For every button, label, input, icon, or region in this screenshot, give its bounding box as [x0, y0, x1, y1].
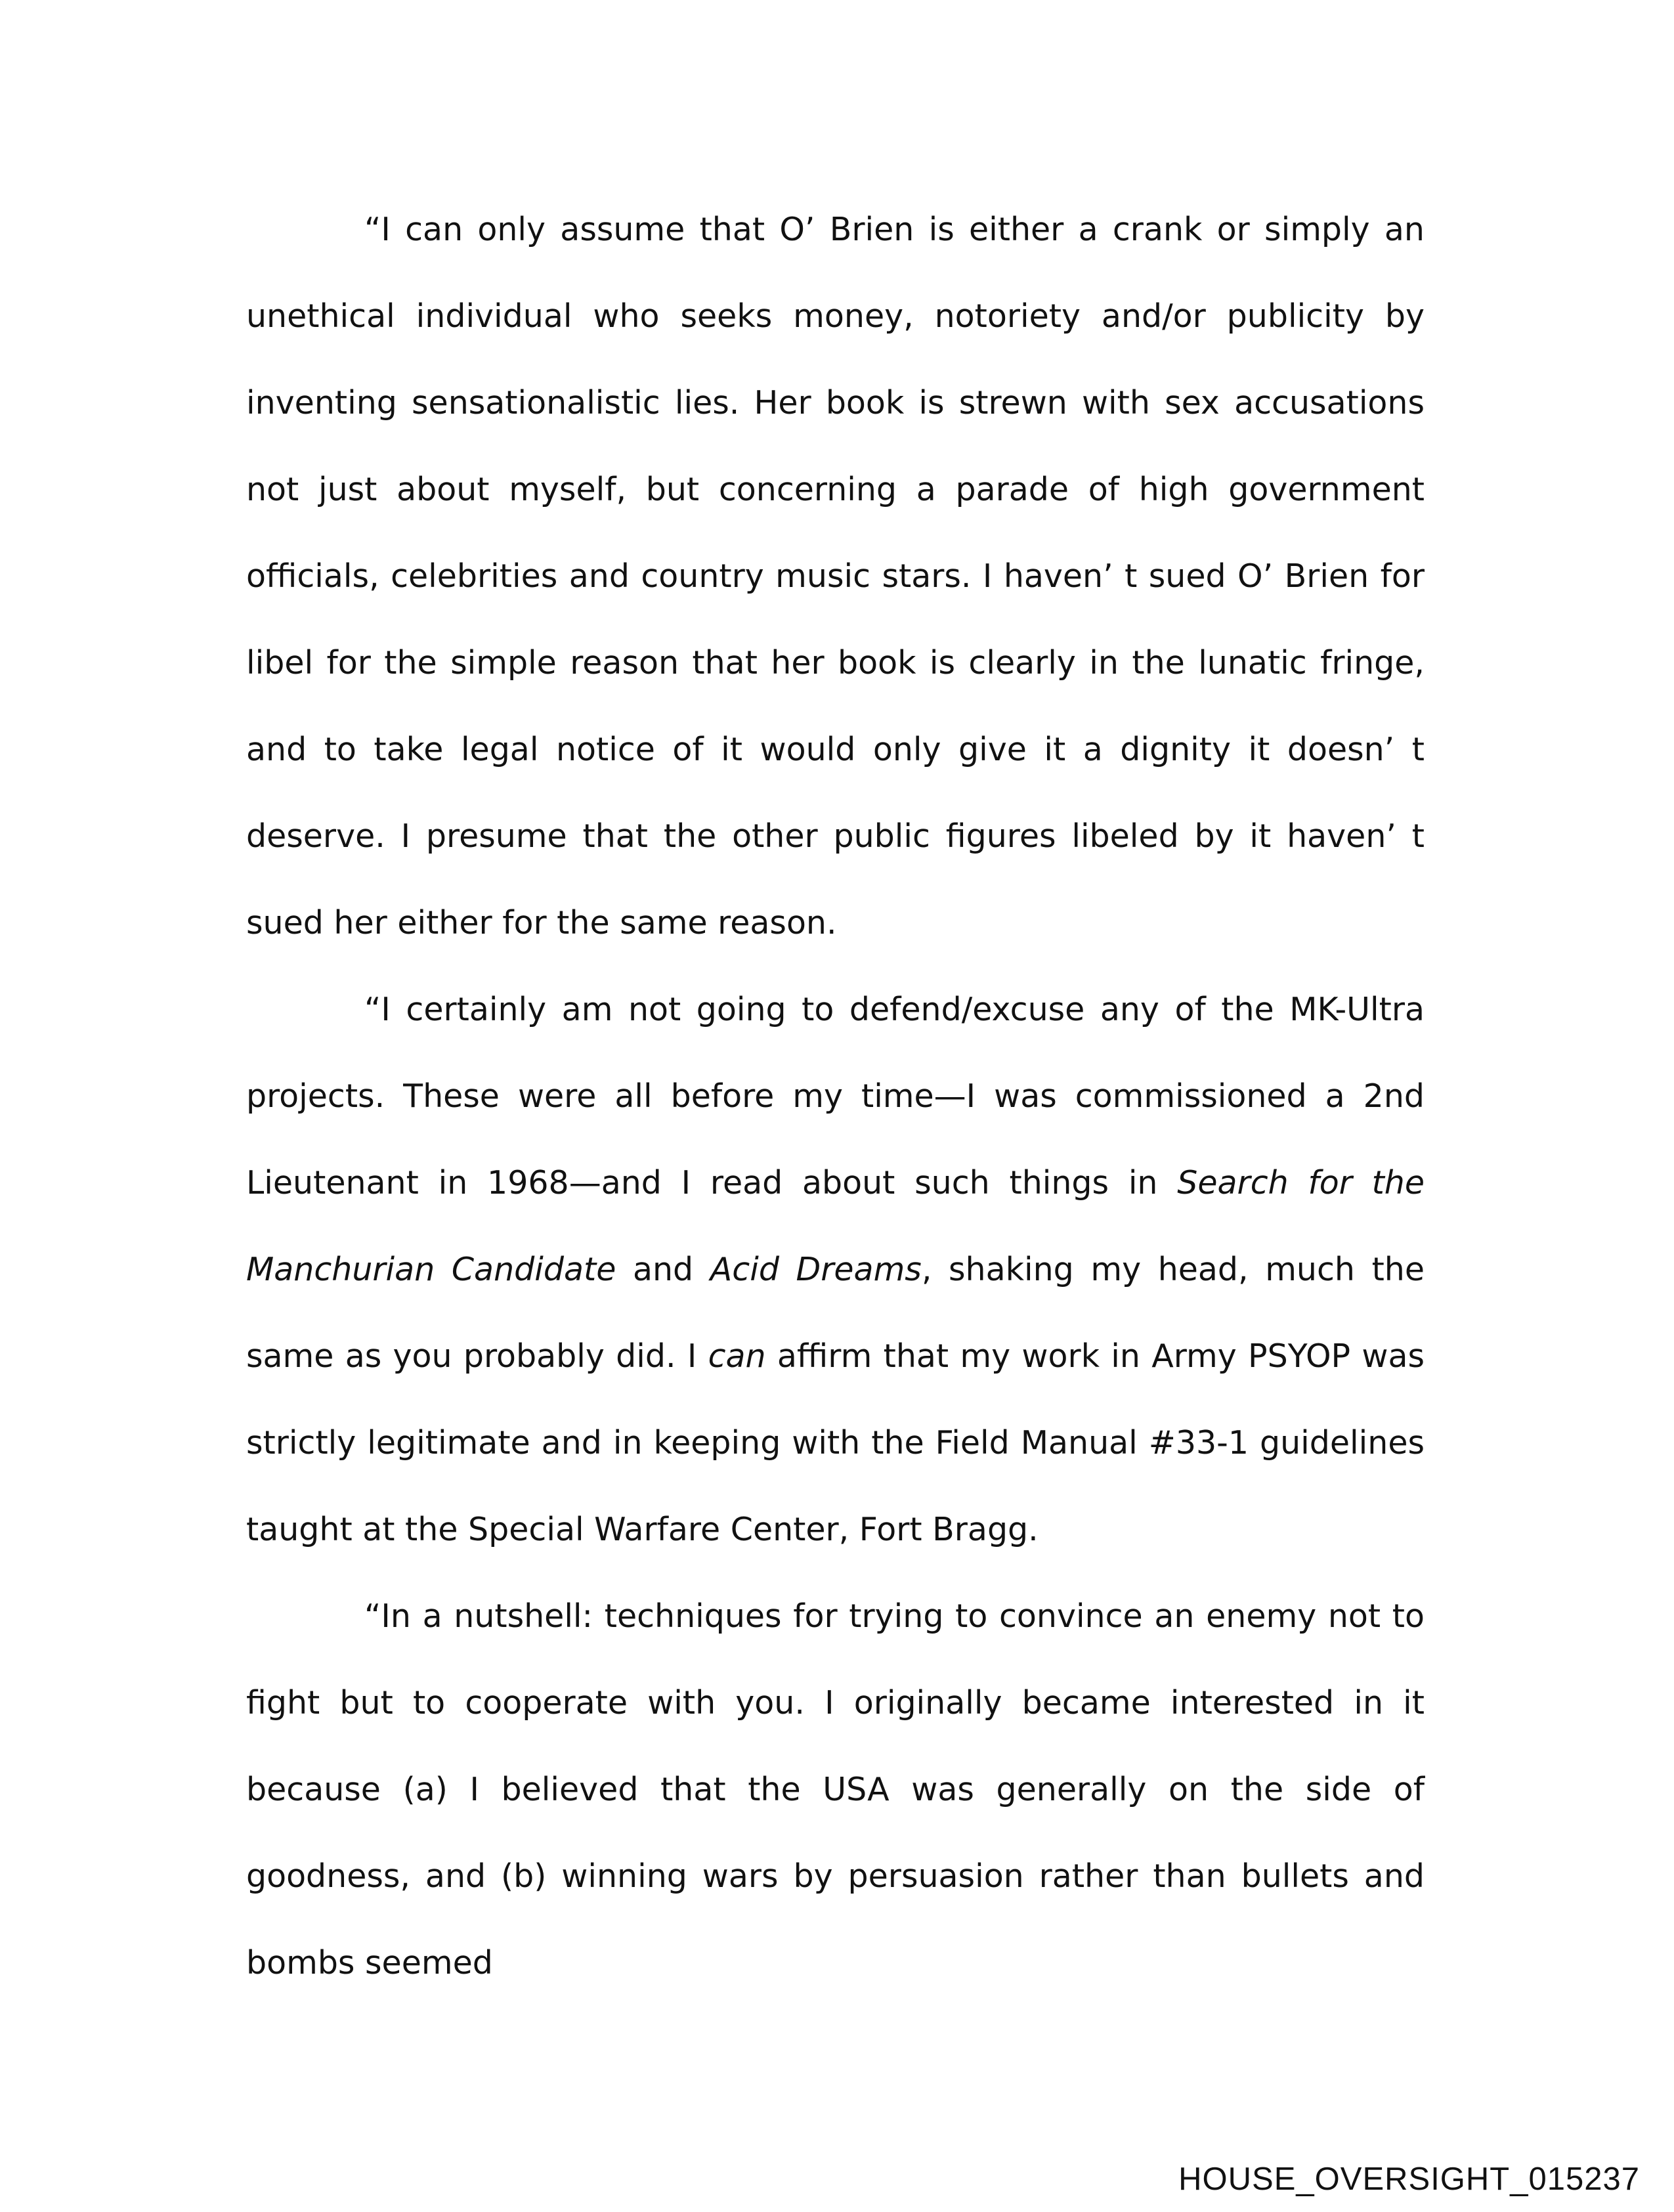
book-title-acid-dreams: Acid Dreams [710, 1251, 922, 1288]
paragraph-3 [246, 1573, 1425, 2006]
paragraph-2-text-c: , shaking my head, much the same as you probably did. I [246, 1251, 1425, 1375]
paragraph-2 [246, 966, 1425, 1573]
paragraph-2-text-b: and [616, 1251, 710, 1288]
bates-stamp: HOUSE_OVERSIGHT_015237 [1178, 2161, 1640, 2197]
emphasis-can: can [708, 1337, 766, 1375]
document-body [246, 186, 1425, 2006]
paragraph-3-text: “In a nutshell: techniques for trying to convince an enemy not to fight but to cooperate with you. I originally became interested in it because (a) I believed that the USA was generally on the side of goodness, and (b) winning wars by persuasion rather than bullets and bombs seemed [246, 1597, 1425, 1982]
paragraph-2-text-a: “I certainly am not going to defend/excuse any of the MK-Ultra projects. These were all before my time—I was commissioned a 2nd Lieutenant in 1968—and I read about such things in [246, 991, 1425, 1202]
paragraph-2-text-d: affirm that my work in Army PSYOP was strictly legitimate and in keeping with the Field Manual #33-1 guidelines taught at the Special Warfare Center, Fort Bragg. [246, 1337, 1425, 1548]
paragraph-1-text: “I can only assume that O’ Brien is either a crank or simply an unethical individual who seeks money, notoriety and/or publicity by inventing sensationalistic lies. Her book is strewn with sex accusations not just about myself, but concerning a parade of high government officials, celebrities and country music stars. I haven’ t sued O’ Brien for libel for the simple reason that her book is clearly in the lunatic fringe, and to take legal notice of it would only give it a dignity it doesn’ t deserve. I presume that the other public figures libeled by it haven’ t sued her either for the same reason. [246, 211, 1425, 942]
paragraph-1 [246, 186, 1425, 966]
book-title-manchurian-candidate: Search for the Manchurian Candidate [246, 1164, 1425, 1288]
